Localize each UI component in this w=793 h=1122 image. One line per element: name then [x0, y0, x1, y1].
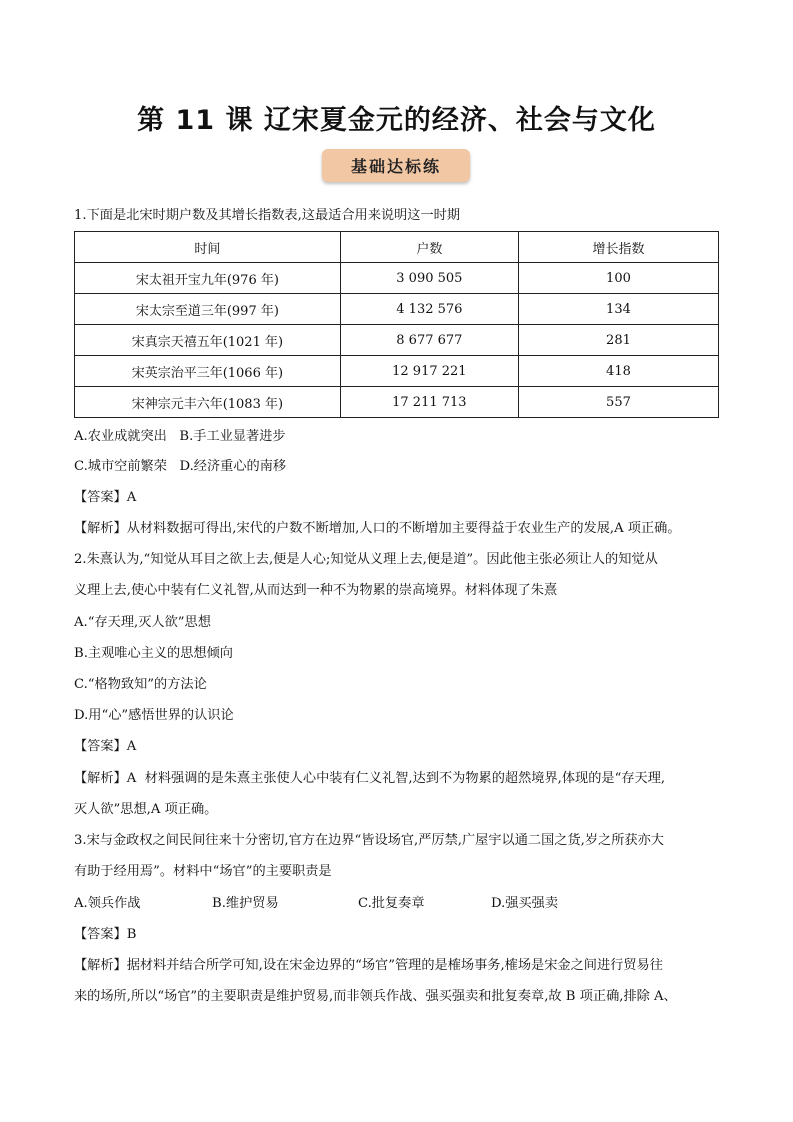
- table-cell: 8 677 677: [340, 325, 518, 356]
- q3-options: [74, 895, 724, 913]
- table-header: 时间: [75, 232, 341, 263]
- q3-option-d: D.强买强卖: [491, 896, 559, 911]
- table-header-row: [75, 232, 719, 263]
- q1-answer: 【答案】A: [74, 490, 137, 505]
- q2-analysis-line1: 【解析】A 材料强调的是朱熹主张使人心中装有仁义礼智,达到不为物累的超然境界,体现的是“存天理,: [74, 771, 666, 786]
- table-row: [75, 387, 719, 418]
- table-cell: 3 090 505: [340, 263, 518, 294]
- q1-options-ab: A.农业成就突出 B.手工业显著进步: [74, 429, 286, 444]
- table-cell: 418: [518, 356, 718, 387]
- q2-option-a: A.“存天理,灭人欲”思想: [74, 615, 211, 630]
- q3-analysis-line1: 【解析】据材料并结合所学可知,设在宋金边界的“场官”管理的是榷场事务,榷场是宋金之间进行贸易往: [74, 958, 663, 973]
- q3-analysis-line2: 来的场所,所以“场官”的主要职责是维护贸易,而非领兵作战、强买强卖和批复奏章,故 B 项正确,排除 A、: [74, 989, 677, 1004]
- table-header: 增长指数: [518, 232, 718, 263]
- table-cell: 宋太宗至道三年(997 年): [75, 294, 341, 325]
- table-cell: 宋真宗天禧五年(1021 年): [75, 325, 341, 356]
- table-cell: 宋太祖开宝九年(976 年): [75, 263, 341, 294]
- table-row: [75, 356, 719, 387]
- table-cell: 12 917 221: [340, 356, 518, 387]
- q1-analysis: 【解析】从材料数据可得出,宋代的户数不断增加,人口的不断增加主要得益于农业生产的发展,A 项正确。: [74, 521, 681, 536]
- table-row: [75, 325, 719, 356]
- q2-option-b: B.主观唯心主义的思想倾向: [74, 646, 233, 661]
- q2-option-c: C.“格物致知”的方法论: [74, 677, 207, 692]
- q2-analysis-line2: 灭人欲”思想,A 项正确。: [74, 802, 218, 817]
- q3-option-a: A.领兵作战: [74, 896, 141, 911]
- q1-options-cd: C.城市空前繁荣 D.经济重心的南移: [74, 459, 287, 474]
- table-cell: 100: [518, 263, 718, 294]
- table-cell: 宋神宗元丰六年(1083 年): [75, 387, 341, 418]
- q2-stem-line1: 2.朱熹认为,“知觉从耳目之欲上去,便是人心;知觉从义理上去,便是道”。因此他主张必须让人的知觉从: [74, 552, 658, 567]
- q3-option-c: C.批复奏章: [358, 896, 425, 911]
- page-title: 第 11 课 辽宋夏金元的经济、社会与文化: [137, 105, 656, 136]
- table-cell: 17 211 713: [340, 387, 518, 418]
- table-cell: 281: [518, 325, 718, 356]
- q2-option-d: D.用“心”感悟世界的认识论: [74, 708, 234, 723]
- table-row: [75, 263, 719, 294]
- q2-answer: 【答案】A: [74, 739, 137, 754]
- section-badge: 基础达标练: [322, 149, 470, 182]
- household-table: [74, 231, 719, 418]
- q3-answer: 【答案】B: [74, 927, 137, 942]
- q3-stem-line2: 有助于经用焉”。材料中“场官”的主要职责是: [74, 864, 332, 879]
- table-cell: 134: [518, 294, 718, 325]
- table-cell: 557: [518, 387, 718, 418]
- table-row: [75, 294, 719, 325]
- table-cell: 宋英宗治平三年(1066 年): [75, 356, 341, 387]
- table-cell: 4 132 576: [340, 294, 518, 325]
- q2-stem-line2: 义理上去,使心中装有仁义礼智,从而达到一种不为物累的崇高境界。材料体现了朱熹: [74, 583, 558, 598]
- q3-stem-line1: 3.宋与金政权之间民间往来十分密切,官方在边界“皆设场官,严厉禁,广屋宇以通二国之货,岁之所获亦大: [74, 833, 664, 848]
- table-header: 户数: [340, 232, 518, 263]
- q3-option-b: B.维护贸易: [212, 896, 279, 911]
- q1-stem: 1.下面是北宋时期户数及其增长指数表,这最适合用来说明这一时期: [74, 208, 461, 223]
